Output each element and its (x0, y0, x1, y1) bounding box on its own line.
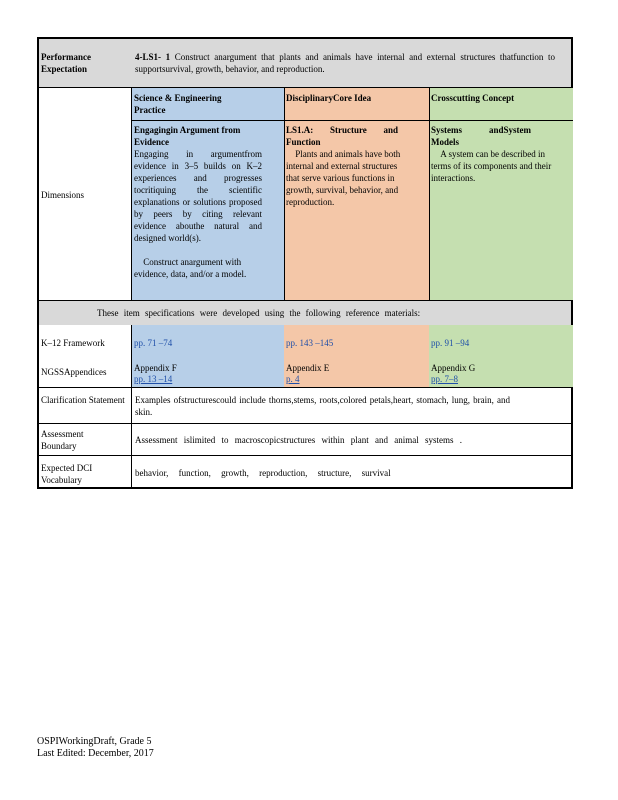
column-divider-science (284, 88, 285, 301)
item-specification-table (37, 37, 573, 489)
column-divider-core (429, 88, 430, 301)
column-divider-label-bottom (131, 388, 132, 489)
crosscutting-divider (429, 120, 573, 121)
references-band (39, 325, 571, 388)
footer-draft-line: OSPIWorkingDraft, Grade 5 (37, 736, 152, 747)
appendix-f-pages[interactable]: pp. 13 –14 (134, 374, 173, 384)
clarification-text: Examples ofstructurescould include thorns,stems, roots,colored petals,heart, stomach, lung, brain, and skin. (135, 395, 510, 417)
reference-note: These item specifications were developed using the following reference materials: (97, 308, 421, 318)
science-practice-bullet: Construct anargument with evidence, data, and/or a model. (134, 257, 247, 279)
column-divider-label (131, 88, 132, 301)
appendix-g-pages[interactable]: pp. 7–8 (431, 374, 458, 384)
references-col-science (132, 325, 284, 387)
references-col-crosscutting (429, 325, 573, 387)
framework-pages-core[interactable]: pp. 143 –145 (286, 338, 334, 348)
dimensions-row (39, 88, 571, 301)
references-col-core (284, 325, 429, 387)
science-practice-divider (132, 120, 284, 121)
core-idea-cell (284, 88, 429, 300)
reference-note-row (39, 301, 571, 325)
core-idea-title: LS1.A: Structure and Function (286, 125, 398, 147)
crosscutting-title: Systems andSystem Models (431, 125, 531, 147)
appendix-e-name: Appendix E (286, 363, 330, 373)
appendix-f-name: Appendix F (134, 363, 177, 373)
clarification-label: Clarification Statement (41, 395, 125, 405)
performance-expectation-row (39, 39, 571, 88)
performance-expectation-text (135, 51, 555, 75)
framework-pages-crosscutting[interactable]: pp. 91 –94 (431, 338, 470, 348)
science-practice-title: Engagingin Argument from Evidence (134, 125, 241, 147)
performance-expectation-code: 4-LS1- 1 (135, 52, 171, 62)
performance-expectation-statement: Construct anargument that plants and animals have internal and external structures thatfunction to supportsurvival, growth, behavior, and reproduction. (135, 52, 555, 74)
crosscutting-header: Crosscutting Concept (431, 93, 515, 103)
framework-pages-science[interactable]: pp. 71 –74 (134, 338, 173, 348)
assessment-boundary-text: Assessment islimited to macroscopicstructures within plant and animal systems . (135, 435, 462, 445)
clarification-row (39, 388, 571, 424)
footer-edited-line: Last Edited: December, 2017 (37, 748, 154, 759)
footer (37, 736, 154, 760)
column-divider-label-refs (131, 325, 132, 388)
core-idea-divider (284, 120, 429, 121)
assessment-boundary-label: Assessment Boundary (41, 429, 84, 451)
ngss-appendices-label: NGSSAppendices (41, 367, 107, 377)
dimensions-label: Dimensions (41, 190, 85, 200)
science-practice-cell (132, 88, 284, 300)
performance-expectation-label: Performance Expectation (41, 52, 91, 74)
vocabulary-label: Expected DCI Vocabulary (41, 463, 93, 485)
framework-label: K–12 Framework (41, 338, 105, 348)
vocabulary-text: behavior, function, growth, reproduction, structure, survival (135, 468, 391, 478)
core-idea-header: DisciplinaryCore Idea (286, 93, 372, 103)
vocabulary-row (39, 456, 571, 489)
assessment-boundary-row (39, 424, 571, 456)
science-practice-header: Science & Engineering Practice (134, 93, 222, 115)
science-practice-body: Engaging in argumentfrom evidence in 3–5 builds on K–2 experiences and progresses tocritiquing the scientific explanations or solutions proposed by peers by citing relevant evidence abouthe natural and designed world(s). (134, 149, 262, 243)
crosscutting-body: A system can be described in terms of its components and their interactions. (431, 149, 552, 183)
references-label-cell (39, 325, 132, 387)
crosscutting-cell (429, 88, 573, 300)
appendix-e-pages[interactable]: p. 4 (286, 374, 300, 384)
appendix-g-name: Appendix G (431, 363, 476, 373)
core-idea-body: Plants and animals have both internal and external structures that serve various functions in growth, survival, behavior, and reproduction. (286, 149, 399, 207)
